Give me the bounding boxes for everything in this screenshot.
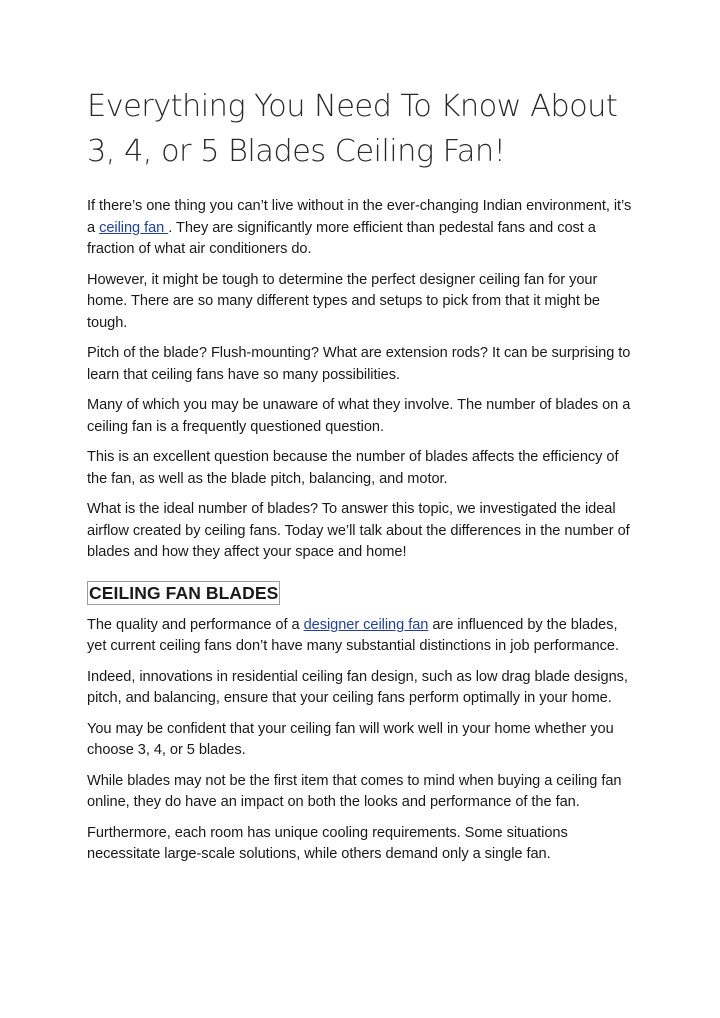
section-paragraph-2: Indeed, innovations in residential ceiling fan design, such as low drag blade designs, pitch, and balancing, ensure that your ceiling fans perform optimally in your home. — [87, 668, 628, 706]
paragraph-text: If there’s one thing you can’t live without in the ever-changing Indian environment, it’s a — [87, 198, 632, 236]
section-paragraph-1 — [87, 615, 637, 658]
paragraph-text: . They are significantly more efficient than pedestal fans and cost a fraction of what air conditioners do. — [87, 219, 596, 257]
paragraph-4: Many of which you may be unaware of what they involve. The number of blades on a ceiling fan is a frequently questioned question. — [87, 397, 631, 435]
paragraph-3: Pitch of the blade? Flush-mounting? What are extension rods? It can be surprising to learn that ceiling fans have so many possibilities. — [87, 345, 631, 383]
page-title: Everything You Need To Know About 3, 4, or 5 Blades Ceiling Fan! — [87, 89, 618, 169]
paragraph-intro — [87, 196, 637, 261]
section-paragraph-4: While blades may not be the first item that comes to mind when buying a ceiling fan online, they do have an impact on both the looks and performance of the fan. — [87, 772, 622, 810]
section-heading: CEILING FAN BLADES — [89, 582, 279, 603]
section-paragraph-5: Furthermore, each room has unique cooling requirements. Some situations necessitate large-scale solutions, while others demand only a single fan. — [87, 824, 568, 862]
ceiling-fan-link[interactable]: ceiling fan — [99, 219, 169, 236]
paragraph-6: What is the ideal number of blades? To answer this topic, we investigated the ideal airflow created by ceiling fans. Today we’ll talk about the differences in the number of blades and how they affect your space and home! — [87, 501, 630, 560]
paragraph-text: The quality and performance of a — [87, 616, 304, 633]
paragraph-2: However, it might be tough to determine the perfect designer ceiling fan for your home. There are so many different types and setups to pick from that it might be tough. — [87, 271, 600, 331]
section-heading-wrap — [87, 573, 637, 615]
paragraph-5: This is an excellent question because the number of blades affects the efficiency of the fan, as well as the blade pitch, balancing, and motor. — [87, 449, 619, 487]
paragraph-text: are influenced by the blades, yet current ceiling fans don’t have many substantial distinctions in job performance. — [87, 616, 619, 654]
section-paragraph-3: You may be confident that your ceiling fan will work well in your home whether you choose 3, 4, or 5 blades. — [87, 720, 614, 758]
document-page — [87, 84, 637, 875]
designer-ceiling-fan-link[interactable]: designer ceiling fan — [303, 616, 429, 633]
